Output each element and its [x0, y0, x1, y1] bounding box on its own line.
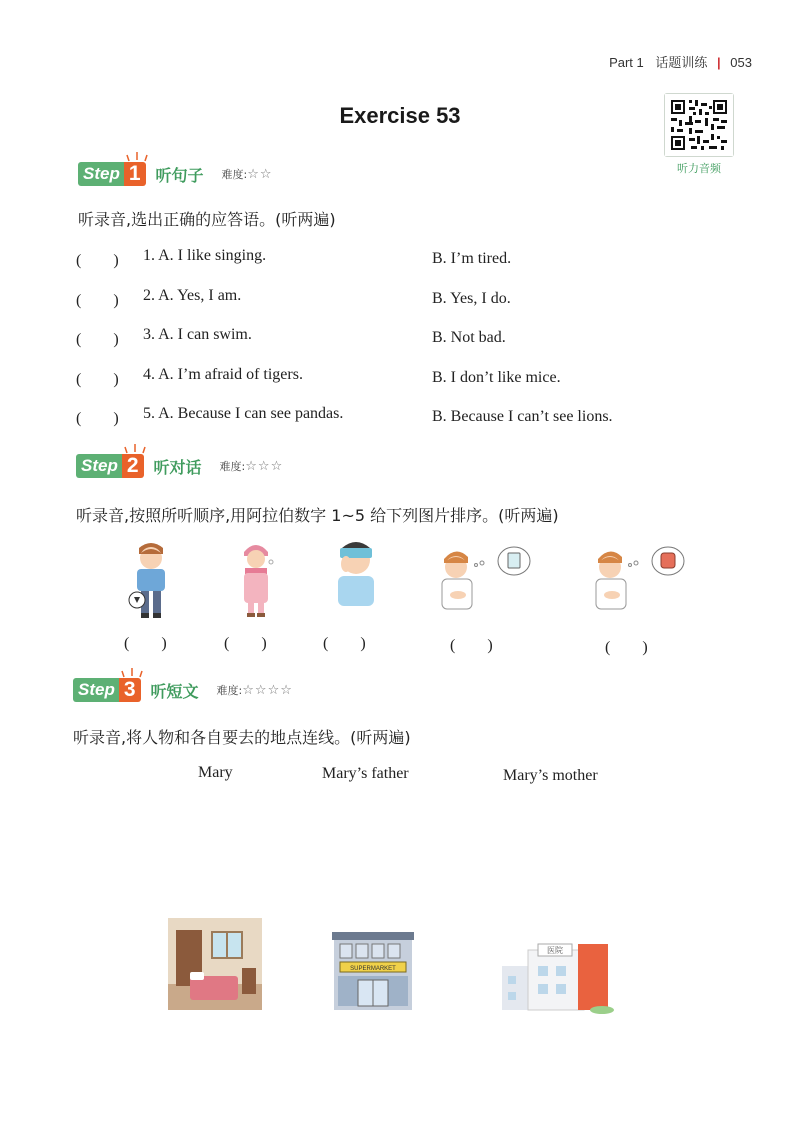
hospital-picture[interactable]	[500, 942, 616, 1014]
step-number: 3	[119, 678, 141, 702]
person-marys-father[interactable]: Mary’s father	[322, 765, 409, 782]
sparkle-icon	[124, 444, 146, 454]
step3-heading	[73, 678, 293, 702]
step1-heading	[78, 162, 273, 186]
supermarket-picture[interactable]	[330, 932, 416, 1010]
option-b: B. I’m tired.	[432, 250, 512, 267]
option-a: 3. A. I can swim.	[143, 326, 252, 343]
boy-with-fever-picture	[330, 540, 382, 614]
step-word: Step	[73, 678, 119, 702]
step2-heading	[76, 454, 283, 478]
hospital-sign: 医院	[547, 946, 563, 955]
boy-with-football-picture	[125, 540, 177, 620]
section-label: 话题训练	[655, 55, 708, 70]
difficulty-stars: ☆☆☆☆	[242, 682, 293, 698]
step3-title: 听短文	[150, 681, 199, 701]
boy-thinking-of-water-picture	[438, 545, 538, 615]
picture-answer-blank[interactable]: ( )	[224, 635, 267, 652]
step-word: Step	[76, 454, 122, 478]
step-number: 1	[124, 162, 146, 186]
option-a: 2. A. Yes, I am.	[143, 287, 242, 304]
step1-badge	[78, 162, 146, 186]
difficulty-stars: ☆☆☆	[245, 458, 284, 474]
qr-code-icon[interactable]	[664, 93, 734, 157]
step-number: 2	[122, 454, 144, 478]
girl-cold-in-winter-picture	[236, 540, 276, 620]
page-title: Exercise 53	[339, 103, 461, 128]
qr-label: 听力音频	[677, 162, 721, 175]
option-b: B. Not bad.	[432, 329, 506, 346]
option-a: 4. A. I’m afraid of tigers.	[143, 366, 303, 383]
option-b: B. Yes, I do.	[432, 290, 511, 307]
difficulty-label: 难度:	[216, 684, 243, 697]
step3-badge	[73, 678, 141, 702]
step2-instruction: 听录音,按照所听顺序,用阿拉伯数字 1~5 给下列图片排序。(听两遍)	[76, 506, 559, 525]
answer-blank[interactable]: ( )	[76, 331, 119, 348]
header-separator: |	[717, 55, 721, 70]
step2-title: 听对话	[153, 457, 202, 477]
person-marys-mother[interactable]: Mary’s mother	[503, 767, 598, 784]
person-mary[interactable]: Mary	[198, 764, 233, 781]
sparkle-icon	[126, 152, 148, 162]
option-a: 1. A. I like singing.	[143, 247, 267, 264]
step2-badge	[76, 454, 144, 478]
part-label: Part 1	[609, 55, 644, 70]
picture-answer-blank[interactable]: ( )	[605, 639, 648, 656]
answer-blank[interactable]: ( )	[76, 371, 119, 388]
boy-thinking-of-bag-picture	[592, 545, 692, 615]
page-number: 053	[730, 55, 752, 70]
page-header	[609, 52, 752, 71]
sparkle-icon	[121, 668, 143, 678]
answer-blank[interactable]: ( )	[76, 252, 119, 269]
picture-answer-blank[interactable]: ( )	[323, 635, 366, 652]
difficulty-label: 难度:	[219, 460, 246, 473]
bedroom-picture[interactable]	[168, 918, 262, 1010]
difficulty-stars: ☆☆	[247, 166, 273, 182]
step1-instruction: 听录音,选出正确的应答语。(听两遍)	[78, 210, 336, 229]
difficulty-label: 难度:	[221, 168, 248, 181]
option-b: B. I don’t like mice.	[432, 369, 561, 386]
step-word: Step	[78, 162, 124, 186]
answer-blank[interactable]: ( )	[76, 292, 119, 309]
option-b: B. Because I can’t see lions.	[432, 408, 613, 425]
option-a: 5. A. Because I can see pandas.	[143, 405, 344, 422]
picture-answer-blank[interactable]: ( )	[450, 637, 493, 654]
picture-answer-blank[interactable]: ( )	[124, 635, 167, 652]
step1-title: 听句子	[155, 165, 204, 185]
answer-blank[interactable]: ( )	[76, 410, 119, 427]
supermarket-sign: SUPERMARKET	[350, 966, 396, 972]
step3-instruction: 听录音,将人物和各自要去的地点连线。(听两遍)	[73, 728, 411, 747]
